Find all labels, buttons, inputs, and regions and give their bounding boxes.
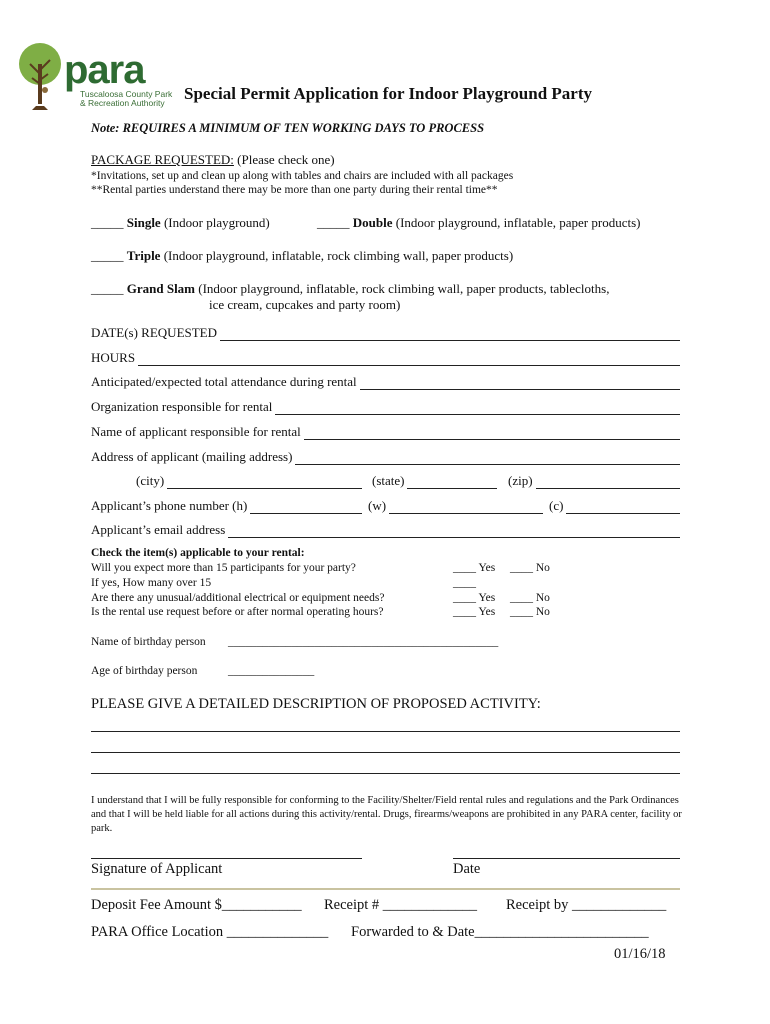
option-single[interactable] [91, 215, 270, 231]
deposit-field[interactable] [91, 897, 302, 914]
package-note-1: *Invitations, set up and clean up along with tables and chairs are included with all packages [91, 170, 514, 182]
option-blank[interactable]: _____ [317, 215, 350, 230]
signature-label: Signature of Applicant [91, 861, 223, 877]
q2-yes[interactable]: ____ Yes [453, 592, 496, 604]
phone-home-field[interactable] [91, 498, 362, 514]
zip-input-line[interactable] [536, 477, 680, 489]
liability-statement: I understand that I will be fully responsible for conforming to the Facility/Shelter/Field rental rules and regulations and the Park Ordinances and that I will be held liable for all actions during this activity/rental. Drugs, firearms/weapons are prohibited in any PARA center, facility or park. [91, 795, 682, 834]
city-input-line[interactable] [167, 477, 362, 489]
q2-no[interactable]: ____ No [510, 592, 550, 604]
option-name: Single [126, 215, 161, 230]
question-how-many: If yes, How many over 15 [91, 577, 212, 589]
question-hours: Is the rental use request before or after normal operating hours? [91, 606, 384, 618]
logo-subtitle-line2: & Recreation Authority [80, 98, 165, 108]
package-heading [91, 152, 335, 168]
email-input-line[interactable] [228, 526, 680, 538]
attendance-label: Anticipated/expected total attendance during rental [91, 374, 357, 389]
phone-home-label: Applicant’s phone number (h) [91, 498, 248, 513]
option-desc: (Indoor playground, inflatable, rock climbing wall, paper products) [160, 248, 514, 263]
hours-field[interactable] [91, 350, 680, 366]
receipt-by-blank[interactable]: _____________ [572, 897, 667, 913]
office-location-label: PARA Office Location [91, 924, 224, 940]
birthday-age-blank[interactable]: _______________ [228, 665, 315, 677]
phone-cell-label: (c) [549, 498, 564, 513]
office-location-blank[interactable]: ______________ [226, 924, 329, 940]
option-blank[interactable]: _____ [91, 248, 124, 263]
phone-work-field[interactable] [368, 498, 543, 514]
logo-subtitle-line1: Tuscaloosa County Park [80, 89, 173, 99]
q3-no[interactable]: ____ No [510, 606, 550, 618]
zip-label: (zip) [508, 473, 533, 488]
dates-input-line[interactable] [220, 329, 680, 341]
applicant-name-input-line[interactable] [304, 428, 680, 440]
state-label: (state) [372, 473, 405, 488]
phone-work-label: (w) [368, 498, 387, 513]
option-blank[interactable]: _____ [91, 215, 124, 230]
option-desc: (Indoor playground, inflatable, rock climbing wall, paper products, tablecloths, [195, 281, 610, 296]
email-field[interactable] [91, 522, 680, 538]
forwarded-field[interactable] [351, 924, 649, 941]
phone-cell-input-line[interactable] [566, 502, 680, 514]
receipt-field[interactable] [324, 897, 477, 914]
city-field[interactable] [136, 473, 362, 489]
description-line-3[interactable] [91, 773, 680, 774]
logo-subtitle [80, 90, 172, 108]
attendance-input-line[interactable] [360, 378, 680, 390]
page-title: Special Permit Application for Indoor Playground Party [184, 84, 593, 103]
option-double[interactable] [317, 215, 641, 231]
receipt-blank[interactable]: _____________ [382, 897, 478, 913]
logo-wordmark: para [64, 48, 145, 92]
package-heading-suffix: (Please check one) [233, 152, 335, 167]
signature-line[interactable] [91, 858, 362, 859]
q1b-count-blank[interactable]: ____ [453, 577, 476, 589]
package-heading-label: PACKAGE REQUESTED: [91, 152, 234, 167]
q3-yes[interactable]: ____ Yes [453, 606, 496, 618]
organization-field[interactable] [91, 399, 680, 415]
deposit-blank[interactable]: ___________ [221, 897, 302, 913]
city-label: (city) [136, 473, 165, 488]
forwarded-label: Forwarded to & Date [351, 924, 475, 940]
date-line[interactable] [453, 858, 680, 859]
date-label: Date [453, 861, 481, 877]
organization-label: Organization responsible for rental [91, 399, 273, 414]
question-participants: Will you expect more than 15 participants for your party? [91, 562, 356, 574]
question-electrical: Are there any unusual/additional electrical or equipment needs? [91, 592, 385, 604]
q1-no[interactable]: ____ No [510, 562, 550, 574]
applicant-name-field[interactable] [91, 424, 680, 440]
receipt-by-label: Receipt by [506, 897, 569, 913]
form-version-date: 01/16/18 [614, 946, 666, 962]
option-desc: (Indoor playground, inflatable, paper products) [392, 215, 641, 230]
birthday-age-label: Age of birthday person [91, 665, 198, 677]
option-name: Double [352, 215, 393, 230]
option-blank[interactable]: _____ [91, 281, 124, 296]
dates-field[interactable] [91, 325, 680, 341]
option-grand-slam[interactable] [91, 281, 609, 297]
description-line-2[interactable] [91, 752, 680, 753]
office-use-separator [91, 888, 680, 890]
package-note-2: **Rental parties understand there may be more than one party during their rental time** [91, 184, 498, 196]
state-input-line[interactable] [407, 477, 497, 489]
receipt-label: Receipt # [324, 897, 380, 913]
applicant-name-label: Name of applicant responsible for rental [91, 424, 301, 439]
office-location-field[interactable] [91, 924, 328, 941]
option-desc: (Indoor playground) [160, 215, 270, 230]
dates-label: DATE(s) REQUESTED [91, 325, 218, 340]
phone-cell-field[interactable] [549, 498, 680, 514]
processing-note: Note: REQUIRES A MINIMUM OF TEN WORKING DAYS TO PROCESS [91, 121, 485, 135]
option-name: Grand Slam [126, 281, 196, 296]
description-line-1[interactable] [91, 731, 680, 732]
receipt-by-field[interactable] [506, 897, 666, 914]
email-label: Applicant’s email address [91, 522, 226, 537]
q1-yes[interactable]: ____ Yes [453, 562, 496, 574]
checklist-heading: Check the item(s) applicable to your rental: [91, 547, 305, 559]
attendance-field[interactable] [91, 374, 680, 390]
hours-input-line[interactable] [138, 354, 680, 366]
option-triple[interactable] [91, 248, 513, 264]
deposit-label: Deposit Fee Amount $ [91, 897, 222, 913]
option-grand-slam-desc-2: ice cream, cupcakes and party room) [209, 297, 401, 312]
address-label: Address of applicant (mailing address) [91, 449, 293, 464]
forwarded-blank[interactable]: ________________________ [474, 924, 649, 940]
birthday-name-blank[interactable]: _______________________________________________ [228, 636, 499, 648]
address-field[interactable] [91, 449, 680, 465]
zip-field[interactable] [508, 473, 680, 489]
phone-home-input-line[interactable] [250, 502, 362, 514]
phone-work-input-line[interactable] [389, 502, 543, 514]
hours-label: HOURS [91, 350, 136, 365]
state-field[interactable] [372, 473, 497, 489]
option-name: Triple [126, 248, 161, 263]
birthday-name-label: Name of birthday person [91, 636, 206, 648]
address-input-line[interactable] [295, 453, 680, 465]
organization-input-line[interactable] [275, 403, 680, 415]
description-heading: PLEASE GIVE A DETAILED DESCRIPTION OF PROPOSED ACTIVITY: [91, 696, 541, 712]
